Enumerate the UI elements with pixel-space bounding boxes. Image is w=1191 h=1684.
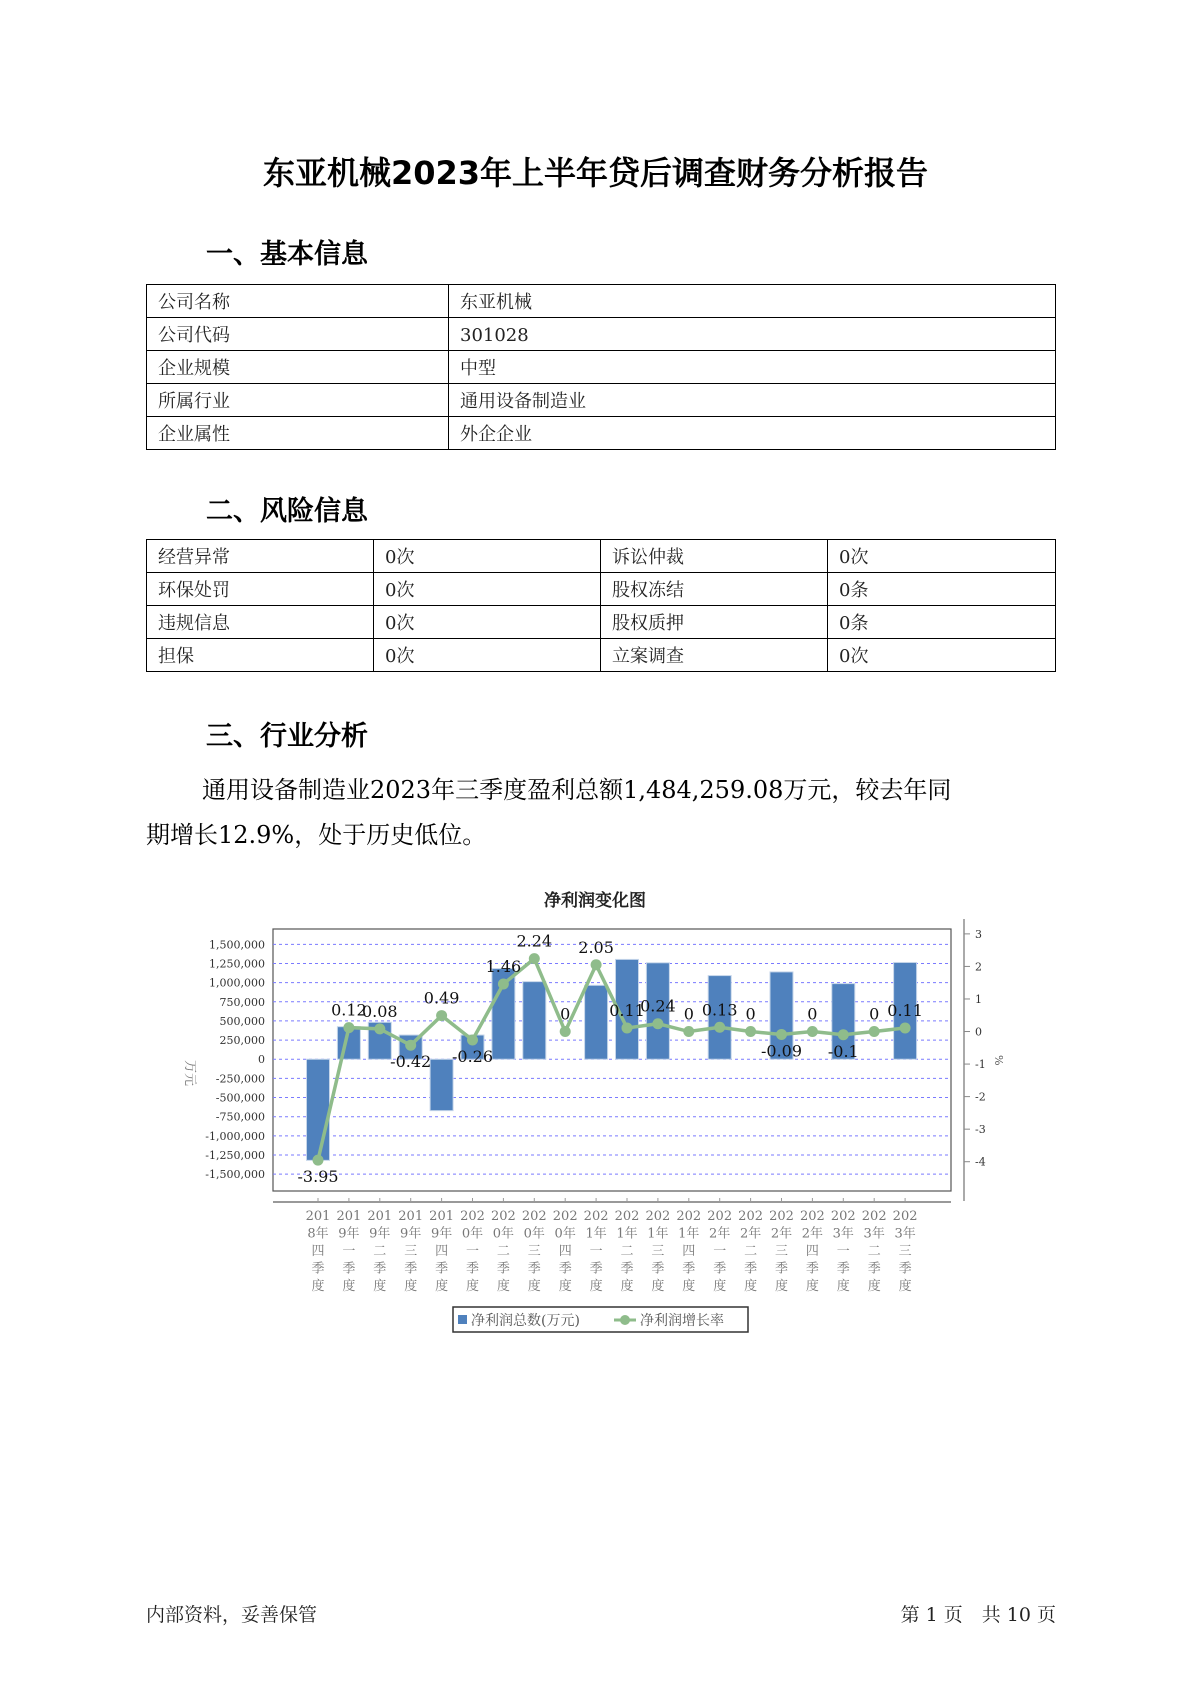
x-tick-label: 度 <box>373 1279 387 1294</box>
x-tick-label: 度 <box>589 1279 603 1294</box>
x-tick-label: 度 <box>527 1279 541 1294</box>
x-tick-label: 一 <box>589 1244 603 1259</box>
x-tick-label: 202 <box>676 1209 702 1224</box>
x-tick-label: 3年 <box>894 1226 916 1242</box>
x-tick-label: 2年 <box>801 1226 824 1242</box>
left-tick-label: -750,000 <box>215 1110 265 1124</box>
x-tick-label: 8年 <box>307 1226 329 1242</box>
x-tick-label: 9年 <box>400 1226 422 1242</box>
x-tick-label: 度 <box>404 1279 418 1294</box>
field-label: 公司名称 <box>147 285 449 318</box>
risk-value: 0条 <box>828 606 1056 639</box>
x-tick-label: 0年 <box>492 1226 515 1242</box>
data-label-growth-rate: 0.11 <box>609 1000 645 1020</box>
left-tick-label: 250,000 <box>219 1034 265 1048</box>
legend-label-growth-rate: 净利润增长率 <box>640 1313 724 1329</box>
x-tick-label: 9年 <box>430 1226 453 1242</box>
risk-value: 0条 <box>828 573 1056 606</box>
x-tick-label: 三 <box>898 1244 912 1259</box>
x-tick-label: 1年 <box>647 1226 669 1242</box>
risk-label: 股权冻结 <box>601 573 828 606</box>
x-tick-label: 度 <box>836 1279 850 1294</box>
left-tick-label: 500,000 <box>219 1014 265 1028</box>
x-tick-label: 202 <box>490 1209 516 1224</box>
x-tick-label: 二 <box>867 1244 881 1259</box>
x-tick-label: 度 <box>651 1279 665 1294</box>
x-tick-label: 季 <box>373 1261 387 1277</box>
x-tick-label: 季 <box>465 1261 480 1277</box>
x-tick-label: 季 <box>496 1261 510 1277</box>
x-tick-label: 202 <box>552 1209 578 1224</box>
basic-info-row <box>147 285 1056 318</box>
right-tick-label: -2 <box>975 1090 986 1104</box>
point-growth-rate <box>313 1155 324 1166</box>
data-label-growth-rate: 0.11 <box>887 1000 923 1020</box>
x-tick-label: 一 <box>836 1244 850 1259</box>
left-tick-label: -500,000 <box>215 1091 265 1105</box>
section-heading-industry-analysis: 三、行业分析 <box>206 721 368 752</box>
analysis-paragraph-line1: 通用设备制造业2023年三季度盈利总额1,484,259.08万元，较去年同 <box>202 776 952 804</box>
basic-info-row <box>147 351 1056 384</box>
right-tick-label: 0 <box>975 1025 982 1039</box>
field-value: 东亚机械 <box>449 285 1056 318</box>
point-growth-rate <box>560 1026 571 1037</box>
analysis-paragraph-line2: 期增长12.9%，处于历史低位。 <box>146 821 487 849</box>
field-label: 企业属性 <box>147 417 449 450</box>
data-label-growth-rate: -0.42 <box>390 1052 432 1072</box>
x-tick-label: 季 <box>527 1261 541 1277</box>
x-tick-label: 3年 <box>832 1226 854 1242</box>
x-tick-label: 202 <box>460 1209 485 1224</box>
x-tick-label: 季 <box>682 1261 696 1277</box>
data-label-growth-rate: 0.08 <box>361 1001 398 1021</box>
x-tick-label: 度 <box>620 1279 634 1294</box>
left-tick-label: -1,250,000 <box>205 1148 265 1162</box>
x-tick-label: 0年 <box>523 1226 545 1242</box>
x-tick-label: 度 <box>682 1279 696 1294</box>
x-tick-label: 202 <box>769 1209 794 1224</box>
x-tick-label: 四 <box>558 1244 572 1259</box>
x-tick-label: 9年 <box>369 1226 391 1242</box>
field-label: 所属行业 <box>147 384 449 417</box>
x-tick-label: 四 <box>682 1244 696 1259</box>
x-tick-label: 季 <box>311 1261 325 1277</box>
risk-value: 0次 <box>374 573 601 606</box>
x-tick-label: 季 <box>589 1261 603 1277</box>
x-tick-label: 四 <box>805 1244 819 1259</box>
left-axis-title: 万元 <box>182 1060 197 1087</box>
x-tick-label: 季 <box>805 1261 819 1277</box>
x-tick-label: 201 <box>305 1209 331 1224</box>
field-value: 外企企业 <box>449 417 1056 450</box>
x-tick-label: 季 <box>744 1261 758 1277</box>
x-tick-label: 0年 <box>554 1226 576 1242</box>
risk-value: 0次 <box>374 639 601 672</box>
x-tick-label: 202 <box>738 1209 764 1224</box>
x-tick-label: 度 <box>744 1279 758 1294</box>
section-heading-basic-info: 一、基本信息 <box>206 239 368 270</box>
x-tick-label: 一 <box>465 1244 480 1259</box>
x-tick-label: 2年 <box>709 1226 731 1242</box>
x-tick-label: 201 <box>429 1209 455 1224</box>
risk-label: 环保处罚 <box>147 573 374 606</box>
point-growth-rate <box>436 1010 447 1021</box>
point-growth-rate <box>714 1022 725 1033</box>
x-tick-label: 202 <box>830 1209 856 1224</box>
right-tick-label: 2 <box>975 960 982 974</box>
left-tick-label: 1,250,000 <box>209 957 265 971</box>
x-tick-label: 202 <box>861 1209 887 1224</box>
point-growth-rate <box>467 1034 478 1045</box>
x-tick-label: 201 <box>367 1209 393 1224</box>
x-tick-label: 度 <box>867 1279 881 1294</box>
right-tick-label: 3 <box>975 927 982 941</box>
point-growth-rate <box>591 959 602 970</box>
data-label-growth-rate: 0 <box>683 1004 694 1024</box>
point-growth-rate <box>405 1040 416 1051</box>
bar-net-profit <box>523 982 546 1060</box>
risk-info-row <box>147 639 1056 672</box>
basic-info-row <box>147 417 1056 450</box>
x-tick-label: 度 <box>713 1279 727 1294</box>
x-tick-label: 3年 <box>863 1226 885 1242</box>
left-tick-label: 750,000 <box>219 995 265 1009</box>
x-tick-label: 1年 <box>616 1226 638 1242</box>
footer-confidential: 内部资料，妥善保管 <box>146 1604 318 1626</box>
risk-label: 经营异常 <box>147 540 374 573</box>
x-tick-label: 季 <box>404 1261 418 1277</box>
point-growth-rate <box>776 1029 787 1040</box>
x-tick-label: 季 <box>435 1261 449 1277</box>
net-profit-chart <box>0 880 1191 1350</box>
x-tick-label: 度 <box>558 1279 572 1294</box>
data-label-growth-rate: 0 <box>807 1004 818 1024</box>
right-tick-label: -1 <box>975 1058 986 1072</box>
left-tick-label: 1,000,000 <box>209 976 265 990</box>
x-tick-label: 二 <box>744 1244 758 1259</box>
point-growth-rate <box>838 1029 849 1040</box>
field-label: 公司代码 <box>147 318 449 351</box>
x-tick-label: 202 <box>892 1209 918 1224</box>
x-tick-label: 二 <box>620 1244 634 1259</box>
x-tick-label: 三 <box>774 1244 789 1259</box>
point-growth-rate <box>498 979 509 990</box>
risk-value: 0次 <box>828 639 1056 672</box>
x-tick-label: 二 <box>496 1244 510 1259</box>
x-tick-label: 度 <box>435 1279 449 1294</box>
data-label-growth-rate: 2.24 <box>516 931 553 951</box>
basic-info-row <box>147 384 1056 417</box>
data-label-growth-rate: 0.49 <box>423 988 460 1008</box>
field-value: 通用设备制造业 <box>449 384 1056 417</box>
x-tick-label: 一 <box>342 1244 356 1259</box>
bar-net-profit <box>585 985 608 1059</box>
x-tick-label: 202 <box>707 1209 733 1224</box>
x-tick-label: 季 <box>620 1261 634 1277</box>
point-growth-rate <box>529 953 540 964</box>
basic-info-table <box>146 284 1056 450</box>
x-tick-label: 度 <box>342 1279 356 1294</box>
x-tick-label: 9年 <box>338 1226 360 1242</box>
data-label-growth-rate: -0.09 <box>760 1041 803 1061</box>
left-tick-label: 0 <box>258 1053 265 1067</box>
x-tick-label: 度 <box>311 1279 325 1294</box>
data-label-growth-rate: -0.26 <box>451 1046 494 1066</box>
risk-value: 0次 <box>374 606 601 639</box>
risk-info-row <box>147 573 1056 606</box>
x-tick-label: 季 <box>558 1261 572 1277</box>
risk-info-table <box>146 539 1056 672</box>
point-growth-rate <box>622 1022 633 1033</box>
x-tick-label: 季 <box>867 1261 881 1277</box>
risk-label: 立案调查 <box>601 639 828 672</box>
x-tick-label: 202 <box>583 1209 609 1224</box>
point-growth-rate <box>374 1023 385 1034</box>
point-growth-rate <box>745 1026 756 1037</box>
x-tick-label: 季 <box>898 1261 912 1277</box>
risk-label: 担保 <box>147 639 374 672</box>
risk-value: 0次 <box>374 540 601 573</box>
x-tick-label: 度 <box>805 1279 819 1294</box>
point-growth-rate <box>900 1022 911 1033</box>
x-tick-label: 202 <box>645 1209 671 1224</box>
x-tick-label: 四 <box>311 1244 325 1259</box>
field-value: 301028 <box>449 318 1056 351</box>
point-growth-rate <box>683 1026 694 1037</box>
left-tick-label: 1,500,000 <box>209 938 265 952</box>
point-growth-rate <box>343 1022 354 1033</box>
point-growth-rate <box>652 1018 663 1029</box>
left-tick-label: -1,500,000 <box>205 1168 265 1182</box>
report-title: 东亚机械2023年上半年贷后调查财务分析报告 <box>262 154 929 192</box>
x-tick-label: 度 <box>496 1279 510 1294</box>
bar-net-profit <box>430 1059 453 1110</box>
x-tick-label: 0年 <box>461 1226 484 1242</box>
risk-label: 违规信息 <box>147 606 374 639</box>
x-tick-label: 202 <box>799 1209 825 1224</box>
risk-info-row <box>147 606 1056 639</box>
x-tick-label: 季 <box>342 1261 356 1277</box>
right-tick-label: -3 <box>975 1123 986 1137</box>
x-tick-label: 1年 <box>585 1226 607 1242</box>
data-label-growth-rate: 0 <box>869 1004 880 1024</box>
x-tick-label: 二 <box>373 1244 387 1259</box>
section-heading-risk-info: 二、风险信息 <box>206 496 368 527</box>
x-tick-label: 度 <box>465 1279 480 1294</box>
point-growth-rate <box>807 1026 818 1037</box>
x-tick-label: 三 <box>651 1244 665 1259</box>
x-tick-label: 1年 <box>678 1226 700 1242</box>
x-tick-label: 201 <box>336 1209 362 1224</box>
data-label-growth-rate: 1.46 <box>485 957 522 977</box>
risk-label: 股权质押 <box>601 606 828 639</box>
right-axis-title: % <box>992 1055 1005 1066</box>
x-tick-label: 季 <box>651 1261 665 1277</box>
x-tick-label: 2年 <box>739 1226 762 1242</box>
x-tick-label: 2年 <box>770 1226 793 1242</box>
data-label-growth-rate: 2.05 <box>578 937 614 957</box>
footer-page-number: 第 1 页 共 10 页 <box>900 1604 1056 1626</box>
left-tick-label: -1,000,000 <box>205 1129 265 1143</box>
x-tick-label: 一 <box>713 1244 727 1259</box>
x-tick-label: 度 <box>898 1279 912 1294</box>
x-tick-label: 季 <box>774 1261 789 1277</box>
data-label-growth-rate: 0.13 <box>701 1000 738 1020</box>
x-tick-label: 季 <box>836 1261 850 1277</box>
data-label-growth-rate: 0 <box>745 1004 756 1024</box>
data-label-growth-rate: 0 <box>560 1004 571 1024</box>
x-tick-label: 202 <box>521 1209 547 1224</box>
x-tick-label: 201 <box>398 1209 424 1224</box>
legend-point-icon <box>620 1315 630 1325</box>
data-label-growth-rate: 0.12 <box>331 1000 367 1020</box>
left-tick-label: -250,000 <box>215 1072 265 1086</box>
right-tick-label: 1 <box>975 992 982 1006</box>
x-tick-label: 202 <box>614 1209 640 1224</box>
data-label-growth-rate: 0.24 <box>640 996 676 1016</box>
field-value: 中型 <box>449 351 1056 384</box>
legend-label-net-profit: 净利润总数(万元) <box>471 1313 580 1329</box>
field-label: 企业规模 <box>147 351 449 384</box>
risk-info-row <box>147 540 1056 573</box>
data-label-growth-rate: -0.1 <box>827 1041 859 1061</box>
data-label-growth-rate: -3.95 <box>297 1167 339 1187</box>
right-tick-label: -4 <box>975 1155 986 1169</box>
risk-value: 0次 <box>828 540 1056 573</box>
point-growth-rate <box>869 1026 880 1037</box>
x-tick-label: 四 <box>435 1244 449 1259</box>
risk-label: 诉讼仲裁 <box>601 540 828 573</box>
x-tick-label: 三 <box>527 1244 541 1259</box>
legend-bar-swatch-icon <box>458 1315 467 1324</box>
chart-title: 净利润变化图 <box>544 891 646 911</box>
x-tick-label: 度 <box>774 1279 789 1294</box>
bar-net-profit <box>307 1059 330 1160</box>
basic-info-row <box>147 318 1056 351</box>
x-tick-label: 季 <box>713 1261 727 1277</box>
x-tick-label: 三 <box>404 1244 418 1259</box>
